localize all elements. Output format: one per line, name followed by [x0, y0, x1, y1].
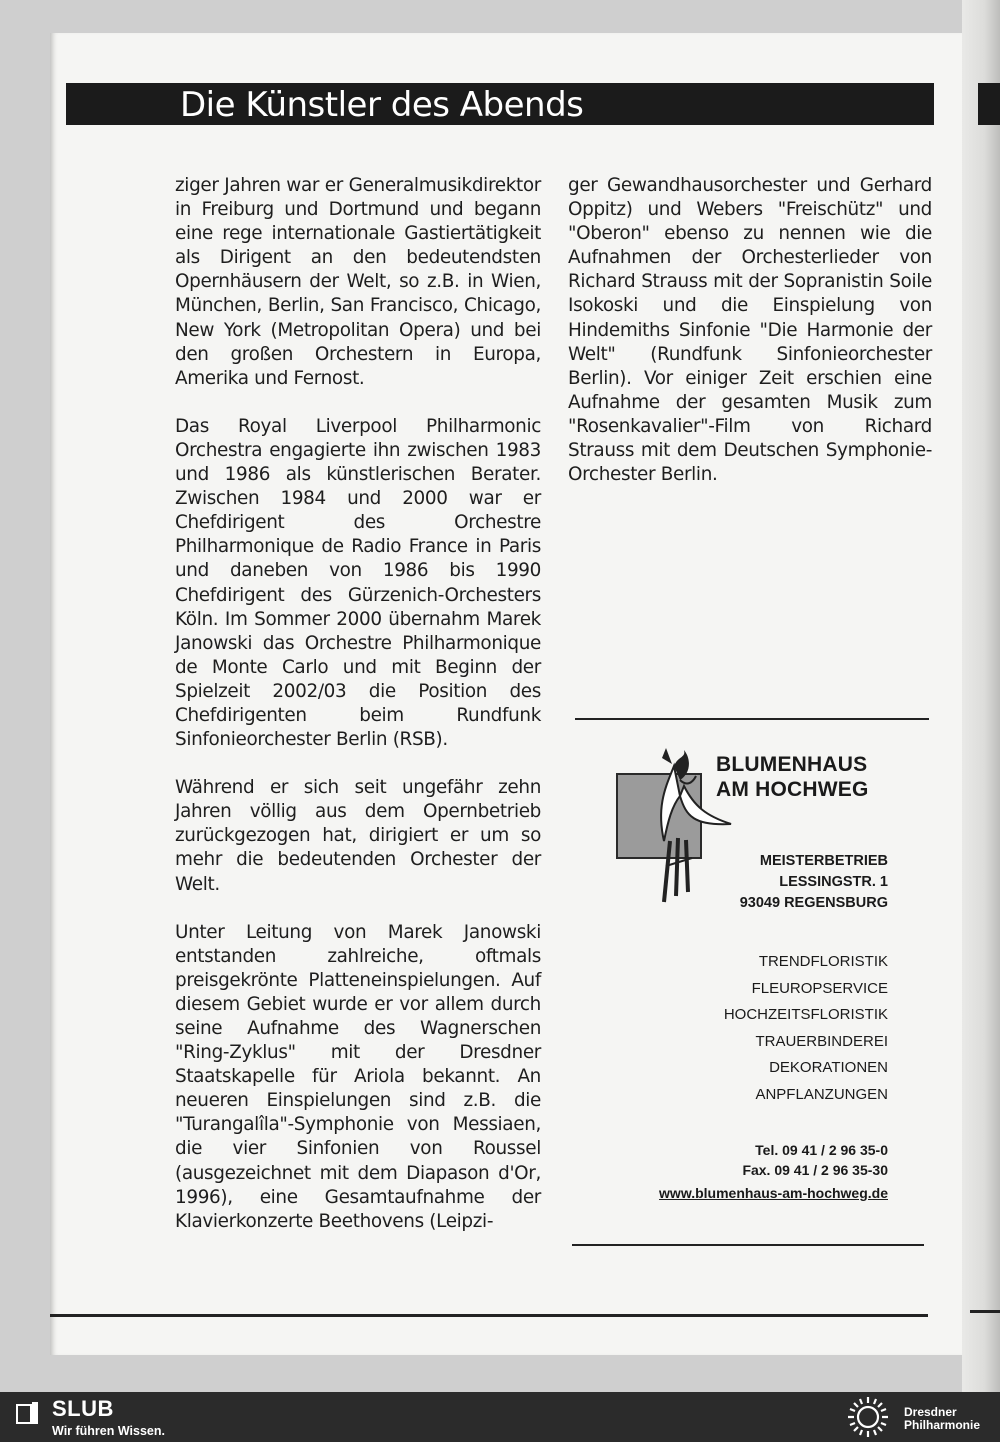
- paragraph: Während er sich seit ungefähr zehn Jahren völlig aus dem Opernbetrieb zurückgezogen hat, dirigiert er um so mehr die bedeutenden Orchester der Welt.: [175, 777, 541, 895]
- ad-fax: Fax. 09 41 / 2 96 35-30: [742, 1161, 888, 1178]
- ad-bottom-rule: [572, 1244, 924, 1246]
- ad-service-item: TRENDFLORISTIK: [758, 953, 888, 970]
- header-bar-next-page: [978, 83, 1000, 125]
- page-bottom-rule: [50, 1314, 928, 1317]
- ad-address-line: LESSINGSTR. 1: [779, 874, 888, 890]
- ad-phone: Tel. 09 41 / 2 96 35-0: [755, 1142, 888, 1158]
- slub-logo-text[interactable]: SLUB: [52, 1396, 114, 1421]
- ad-website-link[interactable]: www.blumenhaus-am-hochweg.de: [659, 1185, 888, 1201]
- ad-services-list: [724, 949, 888, 1108]
- ad-service-item: ANPFLANZUNGEN: [755, 1085, 888, 1103]
- ad-top-rule: [575, 718, 929, 720]
- ad-service-item: DEKORATIONEN: [769, 1059, 888, 1076]
- ad-address: [740, 851, 888, 914]
- paragraph: ziger Jahren war er Generalmusikdirektor in Freiburg und Dortmund und begann eine rege internationale Gastiertätigkeit als Dirigent an den bedeutendsten Opernhäusern der Welt, so z.B. in Wien, München, Berlin, San Francisco, Chicago, New York (Metropolitan Opera) und bei den großen Orchestern in Europa, Amerika und Fernost.: [175, 175, 541, 389]
- page-title: Die Künstler des Abends: [180, 85, 584, 125]
- next-page-edge: [962, 0, 1000, 1442]
- ad-address-line: 93049 REGENSBURG: [739, 895, 888, 911]
- partner-name: [904, 1406, 996, 1432]
- ad-contact: [659, 1141, 888, 1204]
- paragraph: Unter Leitung von Marek Janowski entstanden zahlreiche, oftmals preisgekrönte Platteneinspielungen. Auf diesem Gebiet wurde er vor allem durch seine Aufnahme des Wagnerschen "Ring-Zyklus" mit der Dresdner Staatskapelle für Ariola bekannt. An neueren Einspielungen sind z.B. die "Turangalîla"-Symphonie von Messiaen, die vier Sinfonien von Roussel (ausgezeichnet mit dem Diapason d'Or, 1996), eine Gesamtaufnahme der Klavierkonzerte Beethovens (Leipzi-: [175, 921, 541, 1232]
- ad-brand: [716, 752, 869, 802]
- viewer-footer: [0, 1392, 1000, 1442]
- left-text-column: [175, 174, 541, 1258]
- ad-service-item: TRAUERBINDEREI: [755, 1032, 888, 1050]
- paragraph: Das Royal Liverpool Philharmonic Orchestra engagierte ihn zwischen 1983 und 1986 als künstlerischen Berater. Zwischen 1984 und 2000 war er Chefdirigent des Orchestre Philharmonique de Radio France in Paris und daneben von 1986 bis 1990 Chefdirigent des Gürzenich-Orchesters Köln. Im Sommer 2000 übernahm Marek Janowski das Orchestre Philharmonique de Monte Carlo und mit Beginn der Spielzeit 2002/03 die Position des Chefdirigenten beim Rundfunk Sinfonieorchester Berlin (RSB).: [175, 415, 541, 751]
- partner-name-line: Dresdner: [904, 1405, 957, 1419]
- paragraph: ger Gewandhausorchester und Gerhard Oppitz) und Webers "Freischütz" und "Oberon" ebenso zu nennen wie die Aufnahmen der Orchesterlieder von Richard Strauss mit der Sopranistin Soile Isokoski und die Einspielung von Hindemiths Sinfonie "Die Harmonie der Welt" (Rundfunk Sinfonieorchester Berlin). Vor einiger Zeit erschien eine Aufnahme der gesamten Musik zum "Rosenkavalier"-Film von Richard Strauss mit dem Deutschen Symphonie-Orchester Berlin.: [568, 175, 932, 486]
- ad-address-line: MEISTERBETRIEB: [759, 853, 888, 869]
- slub-book-icon[interactable]: [14, 1400, 40, 1426]
- partner-name-line: Philharmonie: [904, 1418, 981, 1432]
- ad-brand-line: BLUMENHAUS: [716, 753, 868, 776]
- next-page-bottom-rule: [970, 1310, 1000, 1313]
- slub-tagline: Wir führen Wissen.: [52, 1424, 165, 1438]
- ad-brand-line: AM HOCHWEG: [716, 778, 869, 801]
- ad-service-item: HOCHZEITSFLORISTIK: [723, 1006, 888, 1023]
- ad-service-item: FLEUROPSERVICE: [751, 979, 888, 997]
- dresdner-philharmonie-logo-icon[interactable]: [842, 1394, 894, 1440]
- right-text-column: [568, 174, 932, 511]
